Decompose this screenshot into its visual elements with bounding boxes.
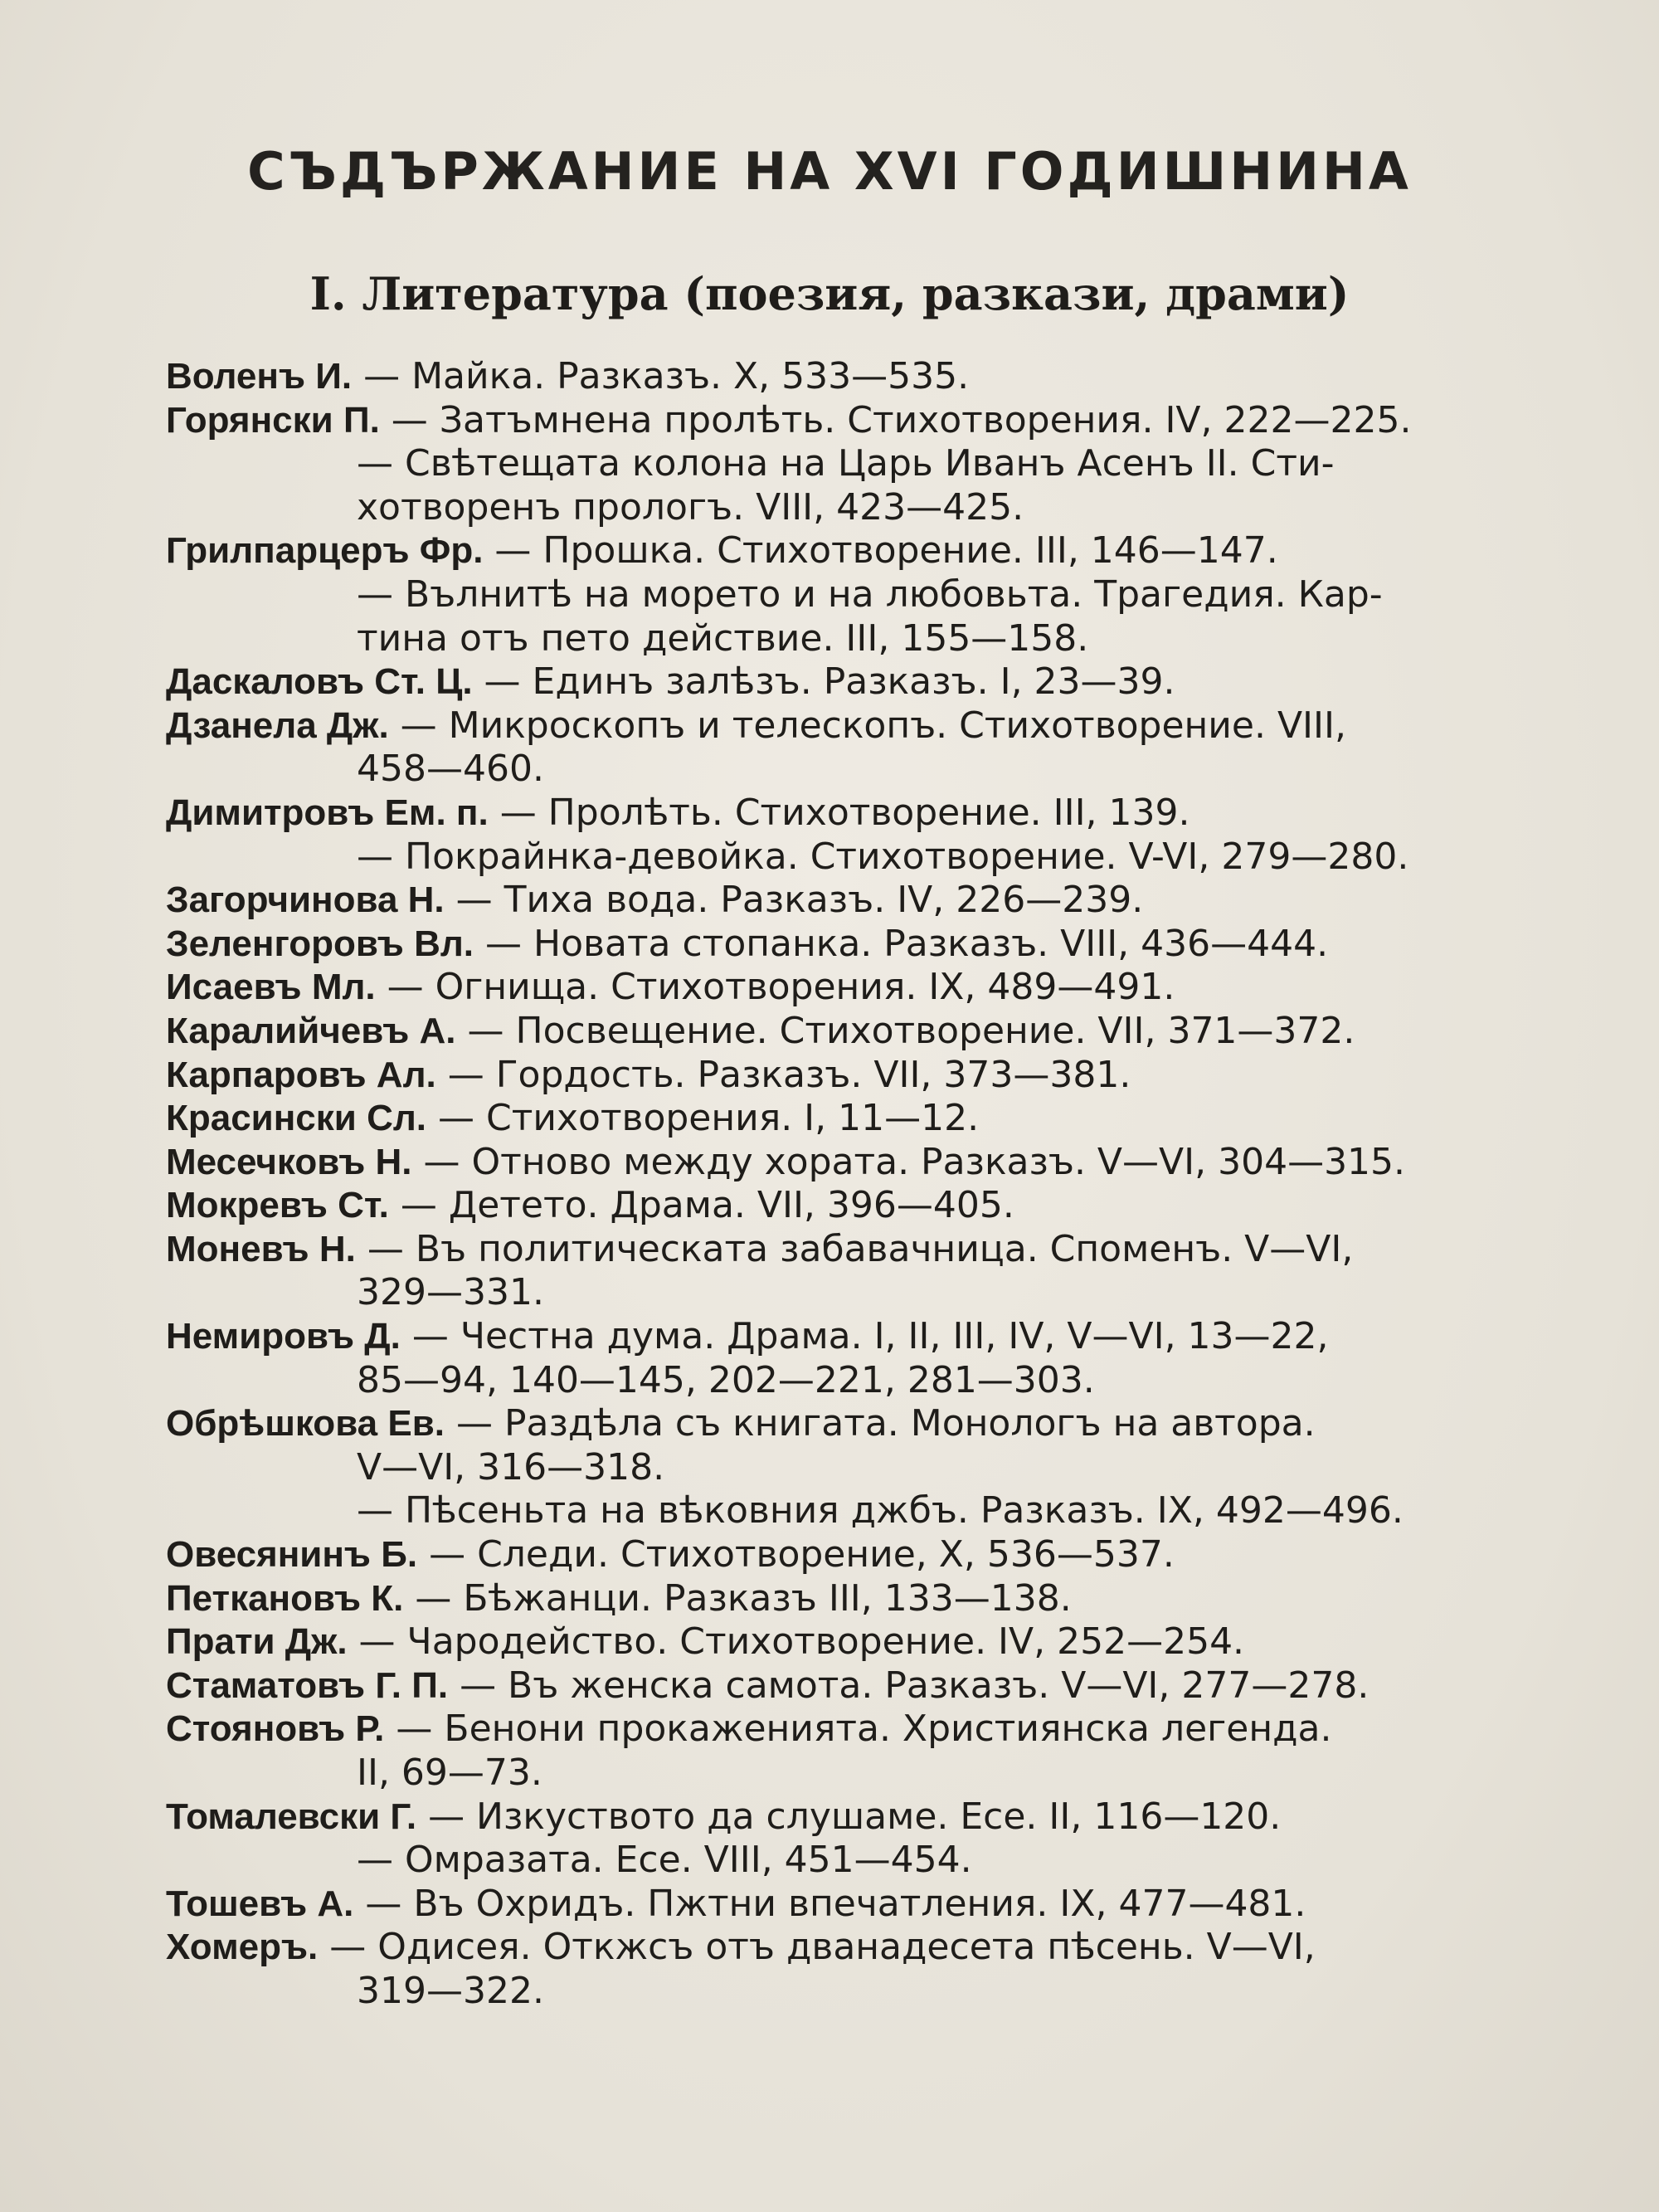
list-item: [166, 355, 1493, 399]
entry-text: — Бенони прокаженията. Християнска легенда.: [384, 1708, 1332, 1751]
list-item: [166, 1184, 1493, 1228]
entry-text: — Покрайнка-девойка. Стихотворение. V-VI, 279—280.: [357, 835, 1409, 878]
list-item: [166, 1489, 1493, 1533]
entry-text: — Свѣтещата колона на Царь Иванъ Асенъ II. Сти-: [357, 442, 1335, 485]
author-name: Мокревъ Ст.: [166, 1185, 389, 1226]
list-item: [166, 1446, 1493, 1490]
entry-text: — Омразата. Есе. VIII, 451—454.: [357, 1839, 972, 1882]
entry-text: — Единъ залѣзъ. Разказъ. I, 23—39.: [472, 660, 1175, 704]
author-name: Хомеръ.: [166, 1927, 319, 1968]
list-item: [166, 1620, 1493, 1664]
entry-text: — Новата стопанка. Разказъ. VIII, 436—444.: [474, 922, 1329, 965]
entry-text: 458—460.: [357, 748, 544, 791]
list-item: [166, 529, 1493, 573]
entry-text: — Стихотворения. I, 11—12.: [426, 1097, 980, 1140]
entry-text: — Пролѣть. Стихотворение. III, 139.: [488, 791, 1190, 834]
author-name: Красински Сл.: [166, 1098, 427, 1139]
list-item: [166, 1010, 1493, 1054]
entry-text: — Прошка. Стихотворение. III, 146—147.: [483, 529, 1278, 572]
author-name: Загорчинова Н.: [166, 879, 445, 921]
list-item: [166, 617, 1493, 661]
list-item: [166, 792, 1493, 836]
list-item: [166, 1795, 1493, 1839]
entry-text: тина отъ пето действие. III, 155—158.: [357, 616, 1089, 660]
list-item: [166, 879, 1493, 923]
list-item: [166, 1926, 1493, 1970]
author-name: Обрѣшкова Ев.: [166, 1403, 445, 1445]
entry-text: — Гордость. Разказъ. VII, 373—381.: [435, 1053, 1131, 1096]
entries-list: [166, 355, 1493, 2014]
list-item: [166, 748, 1493, 792]
entry-text: — Одисея. Откжсъ отъ дванадесета пѣсень. V—VI,: [318, 1926, 1316, 1969]
entry-text: — Детето. Драма. VII, 396—405.: [388, 1184, 1014, 1227]
entry-text: — Тиха вода. Разказъ. IV, 226—239.: [444, 879, 1144, 922]
list-item: [166, 1533, 1493, 1577]
entry-text: — Въ Охридъ. Пжтни впечатления. IX, 477—481.: [353, 1882, 1306, 1925]
list-item: [166, 1359, 1493, 1403]
author-name: Стояновъ Р.: [166, 1708, 385, 1750]
entry-text: — Вълнитѣ на морето и на любовьта. Трагедия. Кар-: [357, 572, 1383, 616]
author-name: Немировъ Д.: [166, 1316, 401, 1357]
author-name: Воленъ И.: [166, 356, 353, 397]
author-name: Стаматовъ Г. П.: [166, 1664, 449, 1706]
list-item: [166, 1708, 1493, 1752]
entry-text: — Раздѣла съ книгата. Монологъ на автора.: [444, 1402, 1316, 1445]
list-item: [166, 1315, 1493, 1359]
author-name: Дзанела Дж.: [166, 704, 389, 746]
list-item: [166, 1839, 1493, 1883]
list-item: [166, 486, 1493, 530]
list-item: [166, 704, 1493, 748]
entry-text: — Посвещение. Стихотворение. VII, 371—372.: [455, 1009, 1355, 1052]
author-name: Димитровъ Ем. п.: [166, 792, 489, 833]
list-item: [166, 660, 1493, 704]
author-name: Тошевъ А.: [166, 1883, 354, 1924]
entry-text: — Чародейство. Стихотворение. IV, 252—254.: [347, 1620, 1245, 1664]
author-name: Горянски П.: [166, 399, 380, 441]
author-name: Петкановъ К.: [166, 1577, 404, 1619]
author-name: Грилпарцеръ Фр.: [166, 530, 484, 572]
entry-text: II, 69—73.: [357, 1752, 542, 1794]
entry-text: — Микроскопъ и телескопъ. Стихотворение. VIII,: [388, 704, 1346, 747]
entry-text: — Бѣжанци. Разказъ III, 133—138.: [403, 1576, 1072, 1620]
list-item: [166, 1054, 1493, 1098]
list-item: [166, 1271, 1493, 1315]
author-name: Даскаловъ Ст. Ц.: [166, 661, 473, 703]
list-item: [166, 1402, 1493, 1446]
entry-text: 329—331.: [357, 1271, 544, 1314]
list-item: [166, 1577, 1493, 1621]
author-name: Карпаровъ Ал.: [166, 1054, 436, 1095]
author-name: Зеленгоровъ Вл.: [166, 923, 474, 964]
list-item: [166, 442, 1493, 486]
author-name: Месечковъ Н.: [166, 1141, 412, 1182]
list-item: [166, 1752, 1493, 1795]
page-title: СЪДЪРЖАНИЕ НА XVI ГОДИШНИНА: [247, 141, 1412, 202]
entry-text: — Изкуството да слушаме. Есе. II, 116—120.: [416, 1795, 1282, 1838]
entry-text: — Затъмнена пролѣть. Стихотворения. IV, 222—225.: [379, 398, 1412, 441]
entry-text: — Въ политическата забавачница. Споменъ. V—VI,: [355, 1227, 1354, 1270]
list-item: [166, 1097, 1493, 1141]
list-item: [166, 923, 1493, 967]
list-item: [166, 1970, 1493, 2014]
list-item: [166, 836, 1493, 879]
list-item: [166, 1883, 1493, 1927]
author-name: Исаевъ Мл.: [166, 967, 376, 1008]
author-name: Моневъ Н.: [166, 1228, 356, 1269]
list-item: [166, 1141, 1493, 1185]
list-item: [166, 1664, 1493, 1708]
entry-text: — Пѣсеньта на вѣковния джбъ. Разказъ. IX, 492—496.: [357, 1489, 1404, 1532]
list-item: [166, 573, 1493, 617]
author-name: Каралийчевъ А.: [166, 1010, 456, 1051]
entry-text: V—VI, 316—318.: [357, 1445, 665, 1488]
entry-text: 319—322.: [357, 1969, 544, 2012]
author-name: Прати Дж.: [166, 1621, 348, 1663]
list-item: [166, 1228, 1493, 1272]
entry-text: хотворенъ прологъ. VIII, 423—425.: [357, 485, 1024, 529]
entry-text: — Отново между хората. Разказъ. V—VI, 304—315.: [411, 1140, 1406, 1183]
author-name: Овесянинъ Б.: [166, 1534, 418, 1576]
list-item: [166, 966, 1493, 1010]
entry-text: — Въ женска самота. Разказъ. V—VI, 277—278.: [448, 1664, 1370, 1707]
list-item: [166, 399, 1493, 443]
entry-text: — Огнища. Стихотворения. IX, 489—491.: [375, 966, 1175, 1009]
entry-text: — Следи. Стихотворение, X, 536—537.: [417, 1533, 1175, 1576]
entry-text: — Честна дума. Драма. I, II, III, IV, V—VI, 13—22,: [400, 1315, 1329, 1358]
section-heading: I. Литература (поезия, разкази, драми): [309, 267, 1350, 320]
author-name: Томалевски Г.: [166, 1795, 417, 1837]
entry-text: 85—94, 140—145, 202—221, 281—303.: [357, 1358, 1095, 1401]
entry-text: — Майка. Разказъ. X, 533—535.: [352, 355, 970, 397]
